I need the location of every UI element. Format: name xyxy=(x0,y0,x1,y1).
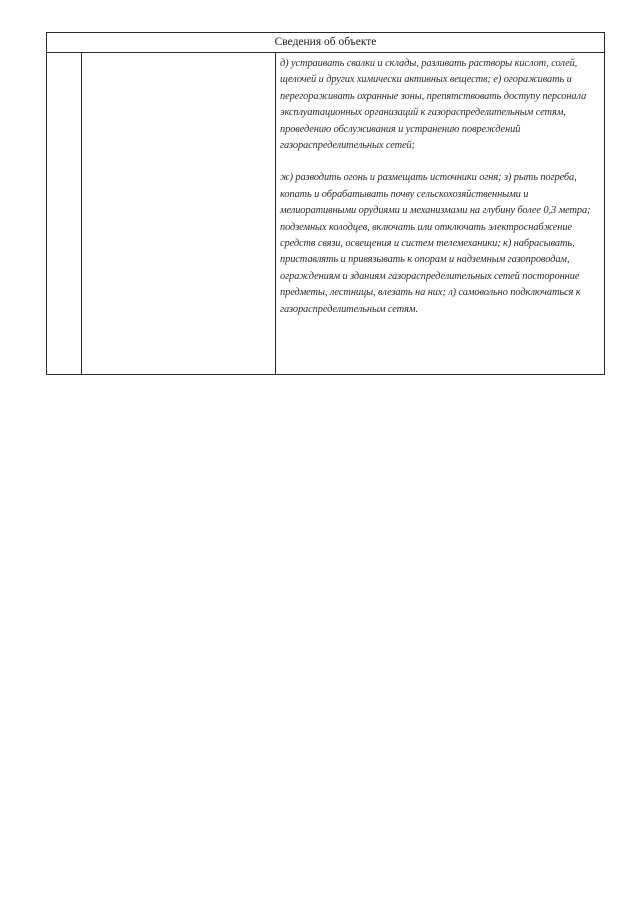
table-row xyxy=(47,53,605,375)
table-header: Сведения об объекте xyxy=(47,33,605,53)
restrictions-paragraph: ж) разводить огонь и размещать источники огня; з) рыть погреба, копать и обрабатывать почву сельскохозяйственными и мелиоративными орудиями и механизмами на глубину более 0,3 метра; подземных колодцев, включать или отключать электроснабжение средств связи, освещения и систем телемеханики; к) набрасывать, приставлять и привязывать к опорам и надземным газопроводам, ограждениям и зданиям газораспределительных сетей посторонние предметы, лестницы, влезать на них; л) самовольно подключаться к газораспределительным сетям. xyxy=(280,172,591,315)
row-number-cell xyxy=(47,53,82,375)
row-name-cell xyxy=(82,53,276,375)
table-header-row xyxy=(47,33,605,53)
object-info-table xyxy=(46,32,605,375)
restrictions-paragraph: д) устраивать свалки и склады, разливать растворы кислот, солей, щелочей и других химически активных веществ; е) огораживать и перегораживать охранные зоны, препятствовать доступу персонала эксплуатационных организаций к газораспределительным сетям, проведению обслуживания и устранению повреждений газораспределительных сетей; xyxy=(280,58,587,152)
restrictions-text-cell xyxy=(276,53,605,375)
